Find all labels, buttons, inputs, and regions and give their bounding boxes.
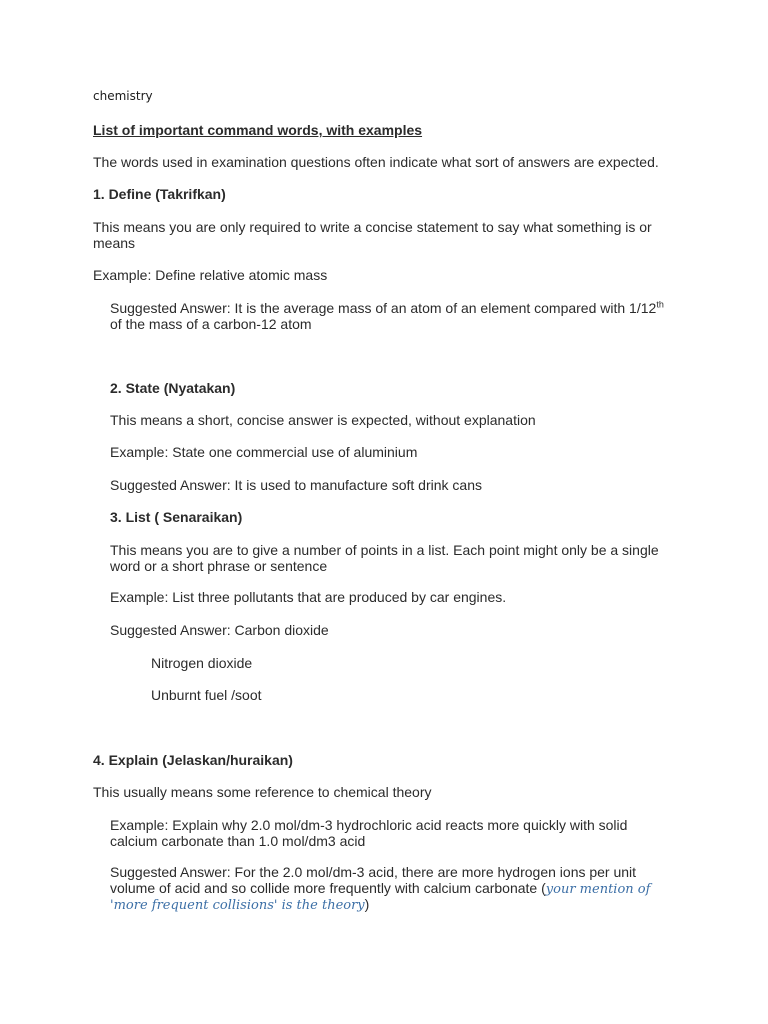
theory-note: your mention of 'more frequent collisions' is the theory bbox=[110, 881, 651, 913]
section-heading-explain: 4. Explain (Jelaskan/huraikan) bbox=[93, 752, 293, 768]
document-title: List of important command words, with examples bbox=[93, 122, 423, 138]
answer-text: Suggested Answer: For the 2.0 mol/dm-3 acid, there are more hydrogen ions per unit volume of acid and so collide more frequently with calcium carbonate ( bbox=[110, 864, 637, 896]
section-example-explain: Example: Explain why 2.0 mol/dm-3 hydrochloric acid reacts more quickly with solid calcium carbonate than 1.0 mol/dm3 acid bbox=[110, 817, 628, 849]
section-heading-state: 2. State (Nyatakan) bbox=[110, 380, 236, 396]
section-example-state: Example: State one commercial use of aluminium bbox=[110, 444, 418, 460]
answer-text-continued: of the mass of a carbon-12 atom bbox=[110, 315, 312, 332]
section-heading-define: 1. Define (Takrifkan) bbox=[93, 186, 226, 202]
topic-label: chemistry bbox=[93, 89, 153, 103]
section-description-define: This means you are only required to write a concise statement to say what something is or means bbox=[93, 219, 652, 251]
section-answer-define bbox=[110, 301, 670, 332]
answer-text: Suggested Answer: It is the average mass of an atom of an element compared with 1/12 bbox=[110, 300, 657, 316]
section-heading-list: 3. List ( Senaraikan) bbox=[110, 509, 243, 525]
answer-close-paren: ) bbox=[364, 896, 370, 912]
section-description-explain: This usually means some reference to chemical theory bbox=[93, 784, 432, 800]
section-example-define: Example: Define relative atomic mass bbox=[93, 267, 328, 283]
section-example-list: Example: List three pollutants that are produced by car engines. bbox=[110, 589, 507, 605]
section-answer-state: Suggested Answer: It is used to manufacture soft drink cans bbox=[110, 477, 482, 493]
section-description-state: This means a short, concise answer is expected, without explanation bbox=[110, 412, 536, 428]
intro-paragraph: The words used in examination questions often indicate what sort of answers are expected. bbox=[93, 154, 659, 170]
answer-list-item: Nitrogen dioxide bbox=[151, 655, 253, 671]
superscript-th: th bbox=[656, 299, 664, 310]
section-description-list: This means you are to give a number of points in a list. Each point might only be a single word or a short phrase or sentence bbox=[110, 542, 659, 574]
section-answer-explain bbox=[110, 865, 670, 914]
answer-list-item: Unburnt fuel /soot bbox=[151, 687, 262, 703]
section-answer-list: Suggested Answer: Carbon dioxide bbox=[110, 622, 329, 638]
